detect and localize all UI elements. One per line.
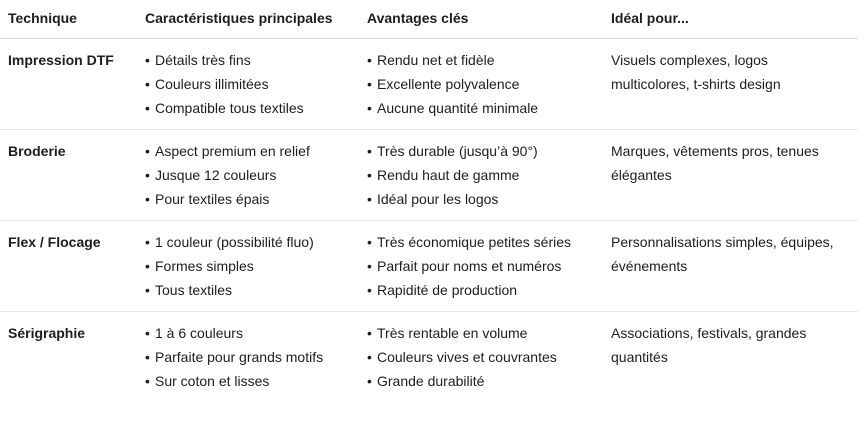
header-ideal: Idéal pour... — [603, 0, 858, 39]
list-item: • Parfaite pour grands motifs — [145, 349, 324, 365]
features-cell — [137, 312, 359, 403]
technique-name: Flex / Flocage — [0, 221, 137, 312]
ideal-cell: Associations, festivals, grandes quantités — [611, 325, 807, 365]
list-item: • Aspect premium en relief — [145, 143, 310, 159]
advantages-cell — [359, 312, 603, 403]
technique-name: Broderie — [0, 130, 137, 221]
table-row — [0, 130, 858, 221]
list-item: • Très durable (jusqu’à 90°) — [367, 143, 538, 159]
table-row — [0, 39, 858, 130]
ideal-cell: Marques, vêtements pros, tenues élégantes — [603, 130, 858, 221]
ideal-cell: Visuels complexes, logos multicolores, t-shirts design — [603, 39, 858, 130]
advantages-cell — [359, 39, 603, 130]
header-technique: Technique — [0, 0, 137, 39]
list-item: • Rapidité de production — [367, 282, 518, 298]
advantages-cell — [359, 221, 603, 312]
list-item: • Tous textiles — [145, 282, 233, 298]
features-cell — [137, 39, 359, 130]
list-item: • Très économique petites séries — [367, 234, 572, 250]
list-item: • Couleurs vives et couvrantes — [367, 349, 557, 365]
list-item: • Sur coton et lisses — [145, 373, 270, 389]
list-item: • 1 couleur (possibilité fluo) — [145, 234, 314, 250]
list-item: • Jusque 12 couleurs — [145, 167, 277, 183]
list-item: • Détails très fins — [145, 52, 251, 68]
list-item: • Rendu net et fidèle — [367, 52, 495, 68]
table-row — [0, 221, 858, 312]
list-item: • Grande durabilité — [367, 373, 485, 389]
list-item: • Idéal pour les logos — [367, 191, 499, 207]
table-row — [0, 312, 858, 403]
header-features: Caractéristiques principales — [137, 0, 359, 39]
list-item: • Aucune quantité minimale — [367, 100, 539, 116]
list-item: • Compatible tous textiles — [145, 100, 304, 116]
list-item: • Parfait pour noms et numéros — [367, 258, 562, 274]
list-item: • Rendu haut de gamme — [367, 167, 520, 183]
technique-name: Sérigraphie — [8, 325, 86, 341]
list-item: • Pour textiles épais — [145, 191, 270, 207]
features-cell — [137, 221, 359, 312]
list-item: • 1 à 6 couleurs — [145, 325, 243, 341]
list-item: • Couleurs illimitées — [145, 76, 269, 92]
technique-name: Impression DTF — [0, 39, 137, 130]
list-item: • Très rentable en volume — [367, 325, 528, 341]
header-row — [0, 0, 858, 39]
advantages-cell — [359, 130, 603, 221]
features-cell — [137, 130, 359, 221]
header-advantages: Avantages clés — [359, 0, 603, 39]
list-item: • Excellente polyvalence — [367, 76, 520, 92]
ideal-cell: Personnalisations simples, équipes, événements — [603, 221, 858, 312]
list-item: • Formes simples — [145, 258, 254, 274]
